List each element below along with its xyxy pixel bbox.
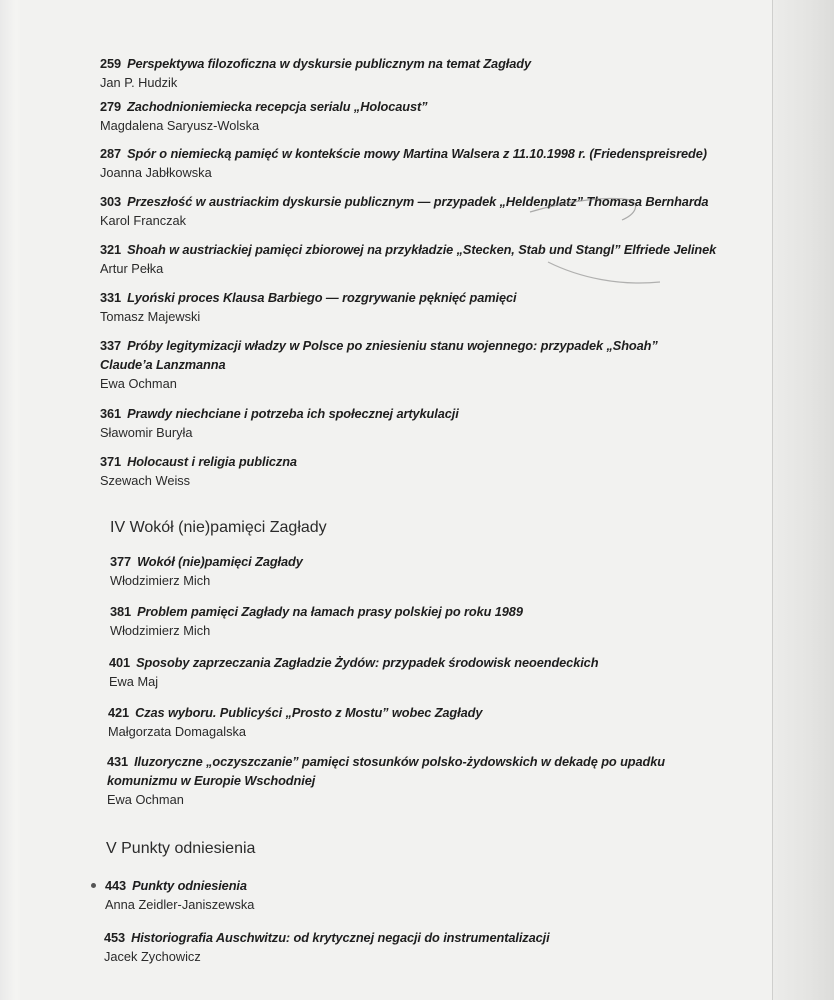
entry-page-number: 371 <box>100 454 122 469</box>
entry-title: 371 Holocaust i religia publiczna <box>100 454 297 469</box>
entry-author: Joanna Jabłkowska <box>100 165 212 180</box>
toc-entry <box>100 404 740 442</box>
entry-author: Tomasz Majewski <box>100 309 201 324</box>
toc-entry <box>109 653 749 691</box>
toc-entry <box>100 240 740 278</box>
entry-author: Włodzimierz Mich <box>110 573 211 588</box>
toc-entry <box>100 97 740 135</box>
entry-page-number: 321 <box>100 242 122 257</box>
page-edge-right <box>772 0 834 1000</box>
entry-title: 287 Spór o niemiecką pamięć w kontekście mowy Martina Walsera z 11.10.1998 r. (Friedenspreisrede) <box>100 146 707 161</box>
toc-entry <box>104 928 744 966</box>
entry-page-number: 443 <box>105 878 127 893</box>
entry-page-number: 453 <box>104 930 126 945</box>
entry-title: 279 Zachodnioniemiecka recepcja serialu „Holocaust” <box>100 99 428 114</box>
entry-page-number: 303 <box>100 194 122 209</box>
entry-author: Karol Franczak <box>100 213 187 228</box>
entry-page-number: 421 <box>108 705 130 720</box>
toc-entry <box>110 602 750 640</box>
entry-title: 401 Sposoby zaprzeczania Zagładzie Żydów: przypadek środowisk neoendeckich <box>109 655 599 670</box>
toc-entry <box>107 752 747 809</box>
entry-title: 381 Problem pamięci Zagłady na łamach prasy polskiej po roku 1989 <box>110 604 523 619</box>
toc-entry <box>108 703 748 741</box>
entry-title: 321 Shoah w austriackiej pamięci zbiorowej na przykładzie „Stecken, Stab und Stangl” Elfriede Jelinek <box>100 242 717 257</box>
entry-page-number: 279 <box>100 99 122 114</box>
entry-author: Sławomir Buryła <box>100 425 193 440</box>
page-gutter-left <box>0 0 22 1000</box>
entry-title: 259 Perspektywa filozoficzna w dyskursie publicznym na temat Zagłady <box>100 56 531 71</box>
entry-page-number: 287 <box>100 146 122 161</box>
entry-author: Ewa Ochman <box>100 376 177 391</box>
toc-entry <box>105 876 745 914</box>
entry-author: Włodzimierz Mich <box>110 623 211 638</box>
entry-author: Ewa Maj <box>109 674 159 689</box>
entry-page-number: 331 <box>100 290 122 305</box>
entry-title: 303 Przeszłość w austriackim dyskursie publicznym — przypadek „Heldenplatz” Thomasa Bernharda <box>100 194 709 209</box>
entry-author: Szewach Weiss <box>100 473 191 488</box>
entry-author: Artur Pełka <box>100 261 164 276</box>
entry-author: Jacek Zychowicz <box>104 949 201 964</box>
entry-page-number: 259 <box>100 56 122 71</box>
entry-title: 443 Punkty odniesienia <box>105 878 247 893</box>
toc-entry <box>110 552 750 590</box>
entry-author: Małgorzata Domagalska <box>108 724 246 739</box>
toc-entry <box>100 288 740 326</box>
entry-title: 337 Próby legitymizacji władzy w Polsce po zniesieniu stanu wojennego: przypadek „Shoah” <box>100 338 658 353</box>
entry-title: 361 Prawdy niechciane i potrzeba ich społecznej artykulacji <box>100 406 459 421</box>
entry-author: Magdalena Saryusz-Wolska <box>100 118 260 133</box>
toc-entry <box>100 54 740 92</box>
entry-author: Jan P. Hudzik <box>100 75 178 90</box>
toc-entry <box>100 336 740 393</box>
entry-page-number: 381 <box>110 604 132 619</box>
entry-page-number: 401 <box>109 655 131 670</box>
entry-title: 331 Lyoński proces Klausa Barbiego — rozgrywanie pęknięć pamięci <box>100 290 517 305</box>
entry-page-number: 361 <box>100 406 122 421</box>
toc-entry <box>100 144 740 182</box>
entry-title: 377 Wokół (nie)pamięci Zagłady <box>110 554 303 569</box>
entry-page-number: 337 <box>100 338 122 353</box>
entry-title-continued: Claude’a Lanzmanna <box>100 357 226 372</box>
entry-title: 421 Czas wyboru. Publicyści „Prosto z Mostu” wobec Zagłady <box>108 705 483 720</box>
toc-entry <box>100 192 740 230</box>
toc-entry <box>100 452 740 490</box>
entry-author: Anna Zeidler-Janiszewska <box>105 897 255 912</box>
section-heading-iv: IV Wokół (nie)pamięci Zagłady <box>110 519 327 536</box>
entry-title-continued: komunizmu w Europie Wschodniej <box>107 773 316 788</box>
section-heading-v: V Punkty odniesienia <box>106 840 256 857</box>
entry-author: Ewa Ochman <box>107 792 184 807</box>
entry-page-number: 377 <box>110 554 132 569</box>
entry-page-number: 431 <box>107 754 129 769</box>
entry-title: 453 Historiografia Auschwitzu: od krytycznej negacji do instrumentalizacji <box>104 930 550 945</box>
entry-title: 431 Iluzoryczne „oczyszczanie” pamięci stosunków polsko-żydowskich w dekadę po upadku <box>107 754 665 769</box>
bullet-mark-icon <box>91 883 96 888</box>
